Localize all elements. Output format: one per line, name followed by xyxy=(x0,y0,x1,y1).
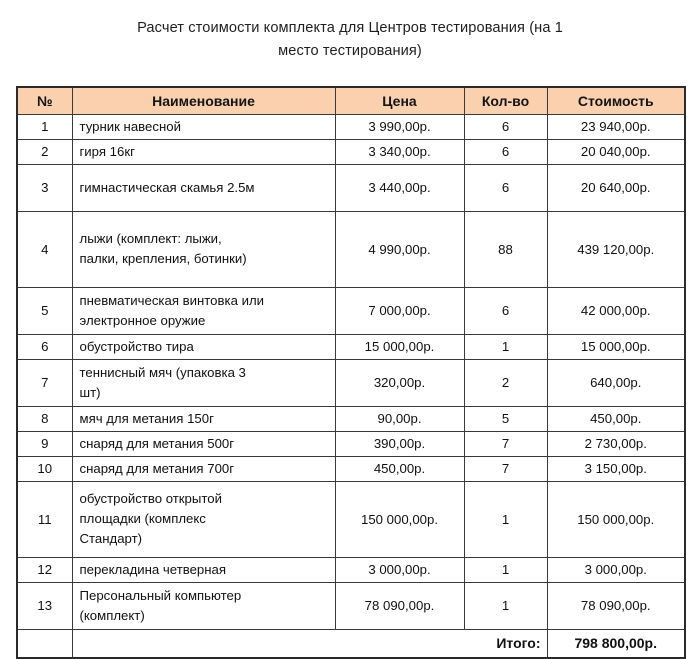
cell-number: 9 xyxy=(17,431,72,456)
table-row xyxy=(17,481,685,557)
cell-cost: 150 000,00р. xyxy=(547,481,685,557)
cell-quantity: 1 xyxy=(464,582,547,629)
cell-name-line: гиря 16кг xyxy=(79,143,135,159)
total-value: 798 800,00р. xyxy=(547,629,685,658)
cell-price: 15 000,00р. xyxy=(335,334,464,359)
column-header-price: Цена xyxy=(335,87,464,114)
cell-number: 8 xyxy=(17,406,72,431)
cell-quantity: 2 xyxy=(464,359,547,406)
table-row xyxy=(17,139,685,164)
cell-name-line: пневматическая винтовка или xyxy=(79,292,265,308)
cell-name-line: лыжи (комплект: лыжи, xyxy=(79,231,222,246)
cell-quantity: 1 xyxy=(464,557,547,582)
cell-name xyxy=(72,456,335,481)
cost-table-container xyxy=(16,86,684,659)
cell-name xyxy=(72,114,335,139)
total-row-empty-cell xyxy=(17,629,72,658)
table-header xyxy=(17,87,685,114)
column-header-name: Наименование xyxy=(72,87,335,114)
cell-quantity: 7 xyxy=(464,456,547,481)
cell-number: 13 xyxy=(17,582,72,629)
cell-name-line: обустройство открытой xyxy=(79,491,222,506)
cell-name xyxy=(72,406,335,431)
table-row xyxy=(17,334,685,359)
cell-cost: 42 000,00р. xyxy=(547,287,685,334)
cell-quantity: 1 xyxy=(464,334,547,359)
cell-quantity: 7 xyxy=(464,431,547,456)
cell-price: 3 000,00р. xyxy=(335,557,464,582)
total-row xyxy=(17,629,685,658)
table-row xyxy=(17,456,685,481)
column-header-number: № xyxy=(17,87,72,114)
page-title xyxy=(60,0,640,63)
cell-name xyxy=(72,481,335,557)
cell-price: 7 000,00р. xyxy=(335,287,464,334)
cell-name xyxy=(72,557,335,582)
cell-quantity: 5 xyxy=(464,406,547,431)
cell-cost: 2 730,00р. xyxy=(547,431,685,456)
cell-price: 3 990,00р. xyxy=(335,114,464,139)
cell-number: 10 xyxy=(17,456,72,481)
cell-cost: 439 120,00р. xyxy=(547,211,685,287)
cell-price: 390,00р. xyxy=(335,431,464,456)
total-label: Итого: xyxy=(72,629,547,658)
page-title-line-2: место тестирования) xyxy=(278,43,422,59)
column-header-cost: Стоимость xyxy=(547,87,685,114)
cell-price: 320,00р. xyxy=(335,359,464,406)
cell-cost: 78 090,00р. xyxy=(547,582,685,629)
cell-name xyxy=(72,164,335,211)
cell-name-line: турник навесной xyxy=(79,118,181,134)
cell-number: 1 xyxy=(17,114,72,139)
cell-quantity: 6 xyxy=(464,287,547,334)
cell-name-line: электронное оружие xyxy=(79,312,206,328)
cell-name xyxy=(72,582,335,629)
cell-name-line: гимнастическая скамья 2.5м xyxy=(79,179,255,195)
cell-number: 4 xyxy=(17,211,72,287)
cell-cost: 3 150,00р. xyxy=(547,456,685,481)
table-row xyxy=(17,287,685,334)
cell-name-line: теннисный мяч (упаковка 3 xyxy=(79,364,246,380)
cell-name xyxy=(72,431,335,456)
table-row xyxy=(17,406,685,431)
cell-name-line: Персональный компьютер xyxy=(79,587,242,603)
cell-price: 3 440,00р. xyxy=(335,164,464,211)
cell-quantity: 6 xyxy=(464,114,547,139)
cell-quantity: 88 xyxy=(464,211,547,287)
cell-cost: 20 040,00р. xyxy=(547,139,685,164)
table-header-row xyxy=(17,87,685,114)
cell-number: 5 xyxy=(17,287,72,334)
page-title-line-1: Расчет стоимости комплекта для Центров тестирования (на 1 xyxy=(137,20,563,36)
cell-price: 78 090,00р. xyxy=(335,582,464,629)
cell-quantity: 1 xyxy=(464,481,547,557)
table-row xyxy=(17,114,685,139)
table-row xyxy=(17,359,685,406)
cell-name-line: мяч для метания 150г xyxy=(79,410,214,426)
table-body xyxy=(17,114,685,629)
cell-price: 150 000,00р. xyxy=(335,481,464,557)
cell-name-line: обустройство тира xyxy=(79,338,194,354)
cell-number: 6 xyxy=(17,334,72,359)
cell-quantity: 6 xyxy=(464,139,547,164)
cell-cost: 640,00р. xyxy=(547,359,685,406)
cell-name-line: (комплект) xyxy=(79,607,145,623)
cell-name-line: площадки (комплекс xyxy=(79,511,206,526)
cell-number: 7 xyxy=(17,359,72,406)
table-footer xyxy=(17,629,685,658)
cell-name xyxy=(72,211,335,287)
cell-name-line: Стандарт) xyxy=(79,531,143,546)
cell-name-line: снаряд для метания 700г xyxy=(79,460,235,476)
cost-table xyxy=(16,86,686,659)
cell-price: 4 990,00р. xyxy=(335,211,464,287)
cell-price: 90,00р. xyxy=(335,406,464,431)
cell-cost: 15 000,00р. xyxy=(547,334,685,359)
column-header-quantity: Кол-во xyxy=(464,87,547,114)
cell-cost: 23 940,00р. xyxy=(547,114,685,139)
cell-name-line: снаряд для метания 500г xyxy=(79,435,235,451)
cell-number: 12 xyxy=(17,557,72,582)
table-row xyxy=(17,431,685,456)
cell-cost: 3 000,00р. xyxy=(547,557,685,582)
cell-number: 2 xyxy=(17,139,72,164)
table-row xyxy=(17,164,685,211)
cell-name xyxy=(72,359,335,406)
cell-name-line: перекладина четверная xyxy=(79,561,227,577)
cell-name xyxy=(72,287,335,334)
cell-name xyxy=(72,139,335,164)
cell-cost: 20 640,00р. xyxy=(547,164,685,211)
cell-number: 11 xyxy=(17,481,72,557)
cell-cost: 450,00р. xyxy=(547,406,685,431)
cell-quantity: 6 xyxy=(464,164,547,211)
table-row xyxy=(17,211,685,287)
cell-name-line: палки, крепления, ботинки) xyxy=(79,251,247,266)
cell-price: 3 340,00р. xyxy=(335,139,464,164)
cell-name-line: шт) xyxy=(79,384,101,400)
cell-price: 450,00р. xyxy=(335,456,464,481)
cell-name xyxy=(72,334,335,359)
cell-number: 3 xyxy=(17,164,72,211)
table-row xyxy=(17,557,685,582)
table-row xyxy=(17,582,685,629)
